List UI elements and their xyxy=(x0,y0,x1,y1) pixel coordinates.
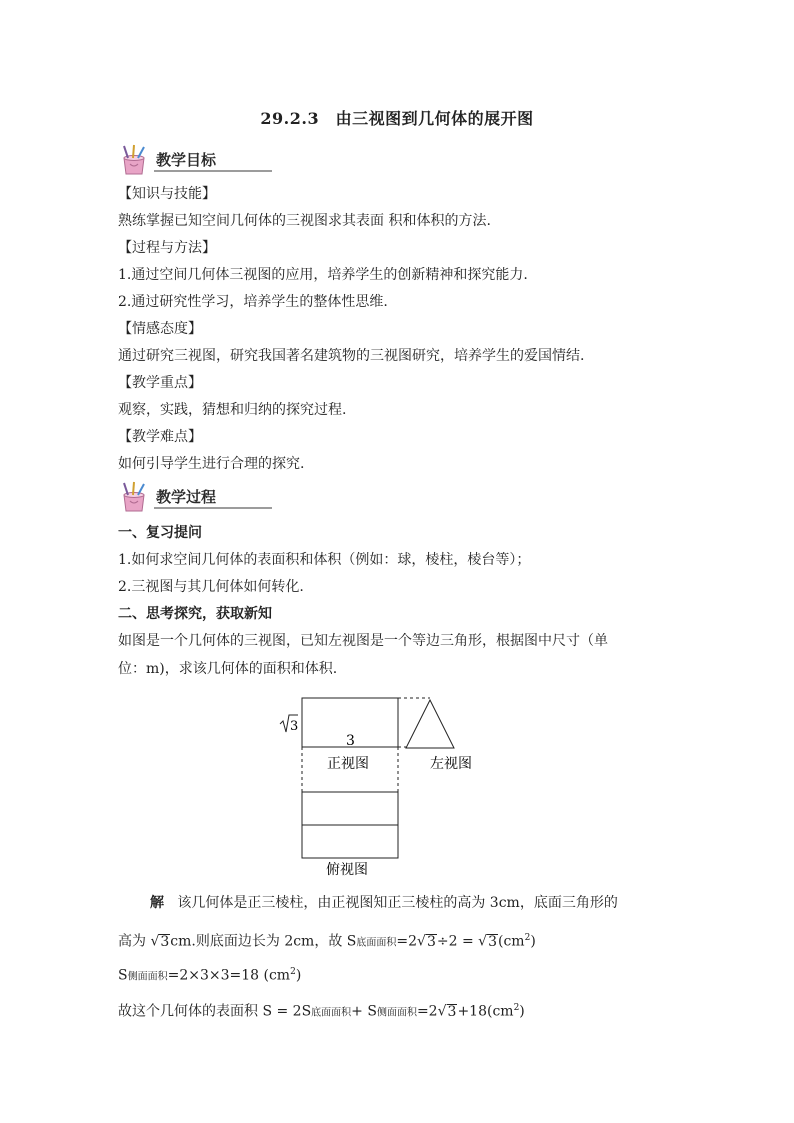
goal-heading-method: 【过程与方法】 xyxy=(118,240,216,256)
solution-text: cm.则底面边长为 2cm，故 S xyxy=(170,933,357,950)
solution-text: S xyxy=(118,967,128,984)
radicand: 3 xyxy=(160,933,170,950)
solution-text: + S xyxy=(351,1003,377,1020)
subscript: 侧面面积 xyxy=(376,1007,417,1019)
problem-text-1: 如图是一个几何体的三视图，已知左视图是一个等边三角形，根据图中尺寸（单 xyxy=(118,633,608,649)
section-badge-goals xyxy=(118,144,278,174)
section-heading-explore: 二、思考探究，获取新知 xyxy=(118,606,272,622)
solution-line-4: 故这个几何体的表面积 S = 2S底面面积+ S侧面面积$=2√3+18(cm^2)$ xyxy=(118,1003,525,1020)
subscript: 侧面面积 xyxy=(127,971,168,983)
left-view-triangle xyxy=(406,700,454,748)
radicand: 3 xyxy=(426,933,436,950)
goal-heading-attitude: 【情感态度】 xyxy=(118,321,202,337)
solution-text: 故这个几何体的表面积 S = 2S xyxy=(118,1003,312,1020)
radicand: 3 xyxy=(488,933,497,950)
goal-text-knowledge: 熟练掌握已知空间几何体的三视图求其表面 积和体积的方法. xyxy=(118,213,491,229)
radicand: 3 xyxy=(447,1003,457,1020)
goal-text-difficulty: 如何引导学生进行合理的探究. xyxy=(118,456,305,472)
solution-text: +18(cm xyxy=(457,1003,514,1020)
width-label: 3 xyxy=(346,733,355,749)
solution-text: (cm xyxy=(498,933,525,950)
goal-text-method-2: 2.通过研究性学习，培养学生的整体性思维. xyxy=(118,294,388,310)
pencil-cup-icon xyxy=(118,144,154,176)
review-question-2: 2.三视图与其几何体如何转化. xyxy=(118,579,304,595)
solution-text: =2 xyxy=(396,933,418,950)
left-view-label: 左视图 xyxy=(430,756,472,772)
solution-text: ) xyxy=(295,967,302,984)
solution-text: 高为 xyxy=(118,933,146,950)
badge-label: 教学目标 xyxy=(156,151,217,169)
goal-text-keypoint: 观察，实践，猜想和归纳的探究过程. xyxy=(118,402,347,418)
three-view-figure xyxy=(270,690,500,880)
solution-text: =2 xyxy=(416,1003,438,1020)
badge-label: 教学过程 xyxy=(156,488,217,506)
solution-text: ÷2 = xyxy=(436,933,474,950)
top-view-label: 俯视图 xyxy=(326,862,368,878)
solution-text: ) xyxy=(530,933,536,950)
badge-underline xyxy=(154,170,272,172)
solution-line-1 xyxy=(150,893,618,913)
superscript: 2 xyxy=(290,967,296,977)
superscript: 2 xyxy=(513,1003,520,1013)
section-heading-review: 一、复习提问 xyxy=(118,525,202,541)
review-question-1: 1.如何求空间几何体的表面积和体积（例如：球，棱柱，棱台等）； xyxy=(118,552,531,568)
section-badge-process xyxy=(118,481,278,511)
goal-text-attitude: 通过研究三视图，研究我国著名建筑物的三视图研究，培养学生的爱国情结. xyxy=(118,348,585,364)
problem-text-2: 位：m)，求该几何体的面积和体积. xyxy=(118,661,338,677)
solution-text: =2×3×3=18 (cm xyxy=(167,967,291,984)
solution-text: ) xyxy=(519,1003,525,1020)
goal-text-method-1: 1.通过空间几何体三视图的应用，培养学生的创新精神和探究能力. xyxy=(118,267,528,283)
solution-marker: 解 xyxy=(150,895,164,911)
superscript: 2 xyxy=(524,933,531,943)
front-view-label: 正视图 xyxy=(327,756,369,772)
subscript: 底面面积 xyxy=(311,1007,352,1019)
goal-heading-knowledge: 【知识与技能】 xyxy=(118,186,216,202)
goal-heading-difficulty: 【教学难点】 xyxy=(118,429,202,445)
badge-underline xyxy=(154,507,272,509)
solution-line-2: 高为 √3cm.则底面边长为 2cm，故 S底面面积$=2√3\div 2 = √3(cm^2)$ xyxy=(118,933,536,950)
solution-text: 该几何体是正三棱柱，由正视图知正三棱柱的高为 3cm，底面三角形的 xyxy=(177,895,618,911)
solution-line-3 xyxy=(118,962,301,988)
height-label: 3 xyxy=(290,719,299,734)
subscript: 底面面积 xyxy=(356,937,397,949)
goal-heading-keypoint: 【教学重点】 xyxy=(118,375,202,391)
pencil-cup-icon xyxy=(118,481,154,513)
page-title: 29.2.3 由三视图到几何体的展开图 xyxy=(260,109,534,128)
